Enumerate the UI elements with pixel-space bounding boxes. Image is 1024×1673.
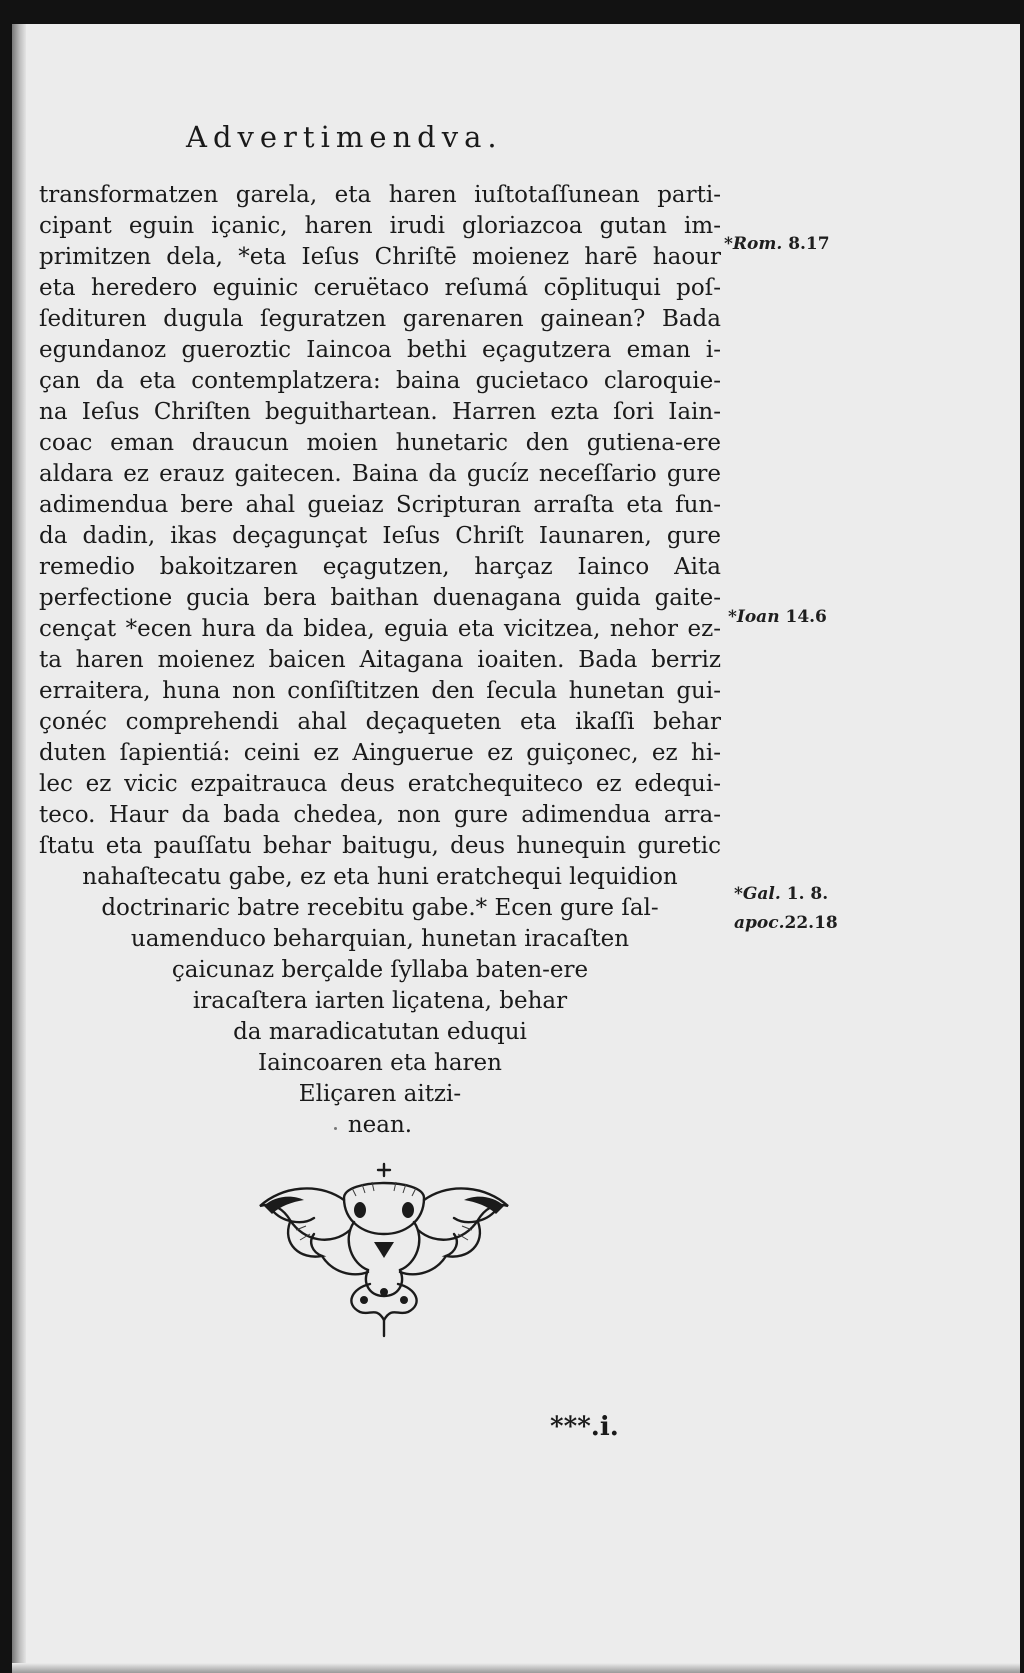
printers-ornament-icon bbox=[252, 1160, 516, 1340]
text-line: eta heredero eguinic ceruëtaco reſumá cōplituqui poſ- bbox=[39, 275, 721, 301]
text-line: cençat *ecen hura da bidea, eguia eta vicitzea, nehor ez- bbox=[39, 616, 721, 642]
signature-mark: ***.i. bbox=[550, 1412, 619, 1442]
text-line: uamenduco beharquian, hunetan iracaſten bbox=[130, 926, 630, 952]
running-header: Advertimendva. bbox=[186, 120, 503, 154]
text-line: çonéc comprehendi ahal deçaqueten eta ikaſſi behar bbox=[39, 709, 721, 735]
text-line: doctrinaric batre recebitu gabe.* Ecen gure ſal- bbox=[101, 895, 659, 921]
text-line: erraitera, huna non conſiſtitzen den ſecula hunetan gui- bbox=[39, 678, 721, 704]
text-line: çaicunaz berçalde ſyllaba baten-ere bbox=[171, 957, 589, 983]
margin-note-gal: *Gal. 1. 8. bbox=[734, 884, 829, 904]
text-line: ta haren moienez baicen Aitagana ioaiten. Bada berriz bbox=[39, 647, 721, 673]
text-line: ſedituren dugula ſeguratzen garenaren gainean? Bada bbox=[39, 306, 721, 332]
text-line: perfectione gucia bera baithan duenagana guida gaite- bbox=[39, 585, 721, 611]
text-line: adimendua bere ahal gueiaz Scripturan arraſta eta fun- bbox=[39, 492, 721, 518]
book-page bbox=[12, 24, 1020, 1673]
text-line: da maradicatutan eduqui bbox=[233, 1019, 527, 1045]
text-line: da dadin, ikas deçagunçat Ieſus Chriſt Iaunaren, gure bbox=[39, 523, 721, 549]
margin-note-rom: *Rom. 8.17 bbox=[724, 234, 830, 254]
text-line: na Ieſus Chriſten beguithartean. Harren ezta ſori Iain- bbox=[39, 399, 721, 425]
text-line: teco. Haur da bada chedea, non gure adimendua arra- bbox=[39, 802, 721, 828]
text-line: remedio bakoitzaren eçagutzen, harçaz Iainco Aita bbox=[39, 554, 721, 580]
text-line: duten ſapientiá: ceini ez Ainguerue ez guiçonec, ez hi- bbox=[39, 740, 721, 766]
text-line: iracaſtera iarten liçatena, behar bbox=[192, 988, 568, 1014]
text-line: coac eman draucun moien hunetaric den gutiena-ere bbox=[39, 430, 721, 456]
text-line: primitzen dela, *eta Ieſus Chriſtē moienez harē haour bbox=[39, 244, 721, 270]
text-line: nean. bbox=[347, 1112, 413, 1138]
text-line: lec ez vicic ezpaitrauca deus eratchequiteco ez edequi- bbox=[39, 771, 721, 797]
margin-note-ioan: *Ioan 14.6 bbox=[728, 607, 827, 627]
text-line: transformatzen garela, eta haren iuſtotaſſunean parti- bbox=[39, 182, 721, 208]
text-line: cipant eguin içanic, haren irudi gloriazcoa gutan im- bbox=[39, 213, 721, 239]
page-speck bbox=[334, 1127, 337, 1130]
margin-note-apoc: apoc.22.18 bbox=[734, 913, 838, 933]
text-line: nahaſtecatu gabe, ez eta huni eratchequi lequidion bbox=[82, 864, 678, 890]
text-line: Iaincoaren eta haren bbox=[258, 1050, 502, 1076]
text-line: aldara ez erauz gaitecen. Baina da gucíz neceſſario gure bbox=[39, 461, 721, 487]
text-line: Eliçaren aitzi- bbox=[298, 1081, 462, 1107]
text-line: egundanoz gueroztic Iaincoa bethi eçagutzera eman i- bbox=[39, 337, 721, 363]
text-line: ſtatu eta pauſſatu behar baitugu, deus hunequin guretic bbox=[39, 833, 721, 859]
body-text bbox=[39, 180, 721, 1141]
text-line: çan da eta contemplatzera: baina gucietaco claroquie- bbox=[39, 368, 721, 394]
